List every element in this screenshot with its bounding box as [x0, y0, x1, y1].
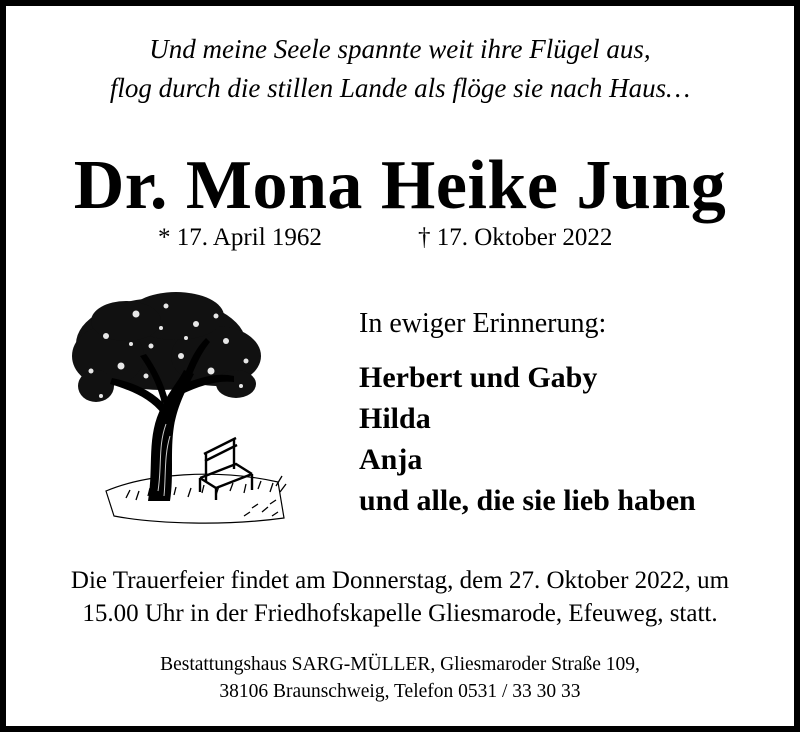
- verse: [6, 30, 794, 108]
- mourners-section: [359, 304, 779, 521]
- verse-line-1: Und meine Seele spannte weit ihre Flügel aus,: [149, 34, 651, 64]
- service-line-2: 15.00 Uhr in der Friedhofskapelle Gliesmarode, Efeuweg, statt.: [82, 600, 718, 627]
- mourner-name: Herbert und Gaby: [359, 361, 598, 394]
- mourner-name: Hilda: [359, 402, 431, 435]
- funeral-home-line-2: 38106 Braunschweig, Telefon 0531 / 33 30 33: [219, 681, 581, 702]
- mourner-name: Anja: [359, 443, 423, 476]
- birth-date: * 17. April 1962: [158, 224, 322, 251]
- service-line-1: Die Trauerfeier findet am Donnerstag, dem 27. Oktober 2022, um: [70, 567, 730, 594]
- tree-with-bench-icon: [66, 286, 291, 531]
- mourners-heading: In ewiger Erinnerung:: [359, 308, 607, 339]
- verse-line-2: flog durch die stillen Lande als flöge sie nach Haus…: [109, 73, 691, 103]
- funeral-home-line-1: Bestattungshaus SARG-MÜLLER, Gliesmaroder Straße 109,: [160, 654, 640, 675]
- funeral-service-info: [6, 564, 794, 630]
- funeral-home-info: [6, 651, 794, 705]
- deceased-name: Dr. Mona Heike Jung: [73, 147, 727, 224]
- death-date: † 17. Oktober 2022: [418, 224, 613, 251]
- mourner-name: und alle, die sie lieb haben: [359, 484, 696, 517]
